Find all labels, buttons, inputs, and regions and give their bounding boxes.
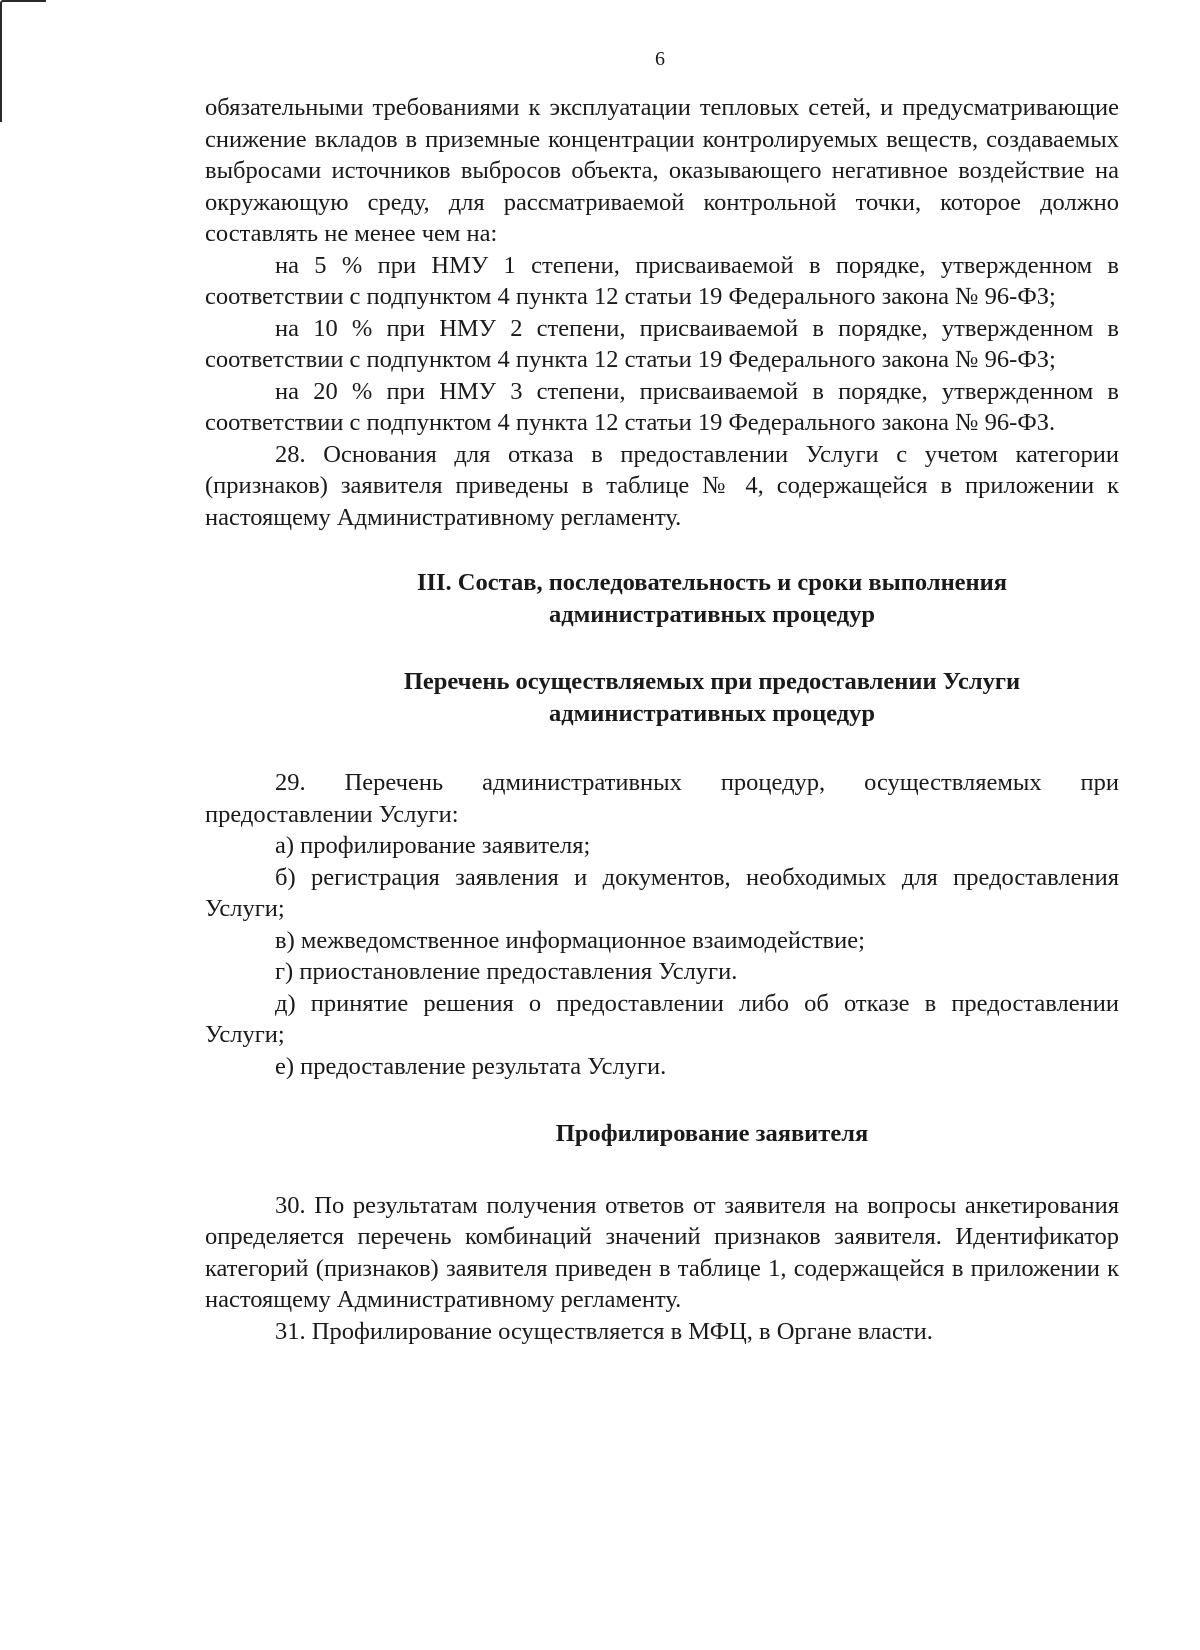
paragraph-continuation: обязательными требованиями к эксплуатации тепловых сетей, и предусматривающие снижение вкладов в приземные концентрации контролируемых веществ, создаваемых выбросами источников выбросов объекта, оказывающего негативное воздействие на окружающую среду, для рассматриваемой контрольной точки, которое должно составлять не менее чем на: [205,94,1119,247]
paragraph-29: 29. Перечень административных процедур, осуществляемых при предоставлении Услуги: [205,769,1119,828]
list-item: д) принятие решения о предоставлении либо об отказе в предоставлении Услуги; [205,989,1119,1048]
list-item: а) профилирование заявителя; [275,832,591,859]
subheading-line1: Перечень осуществляемых при предоставлении Услуги [403,668,1021,695]
paragraph-nmu-1: на 5 % при НМУ 1 степени, присваиваемой в порядке, утвержденном в соответствии с подпунктом 4 пункта 12 статьи 19 Федерального закона № 96-ФЗ; [205,251,1119,310]
list-item: г) приостановление предоставления Услуги. [275,958,738,985]
list-item: в) межведомственное информационное взаимодействие; [275,926,865,954]
paragraph-30: 30. По результатам получения ответов от заявителя на вопросы анкетирования определяется перечень комбинаций значений признаков заявителя. Идентификатор категорий (признаков) заявителя приведен в таблице 1, содержащейся в приложении к настоящему Административному регламенту. [205,1191,1119,1313]
paragraph-28: 28. Основания для отказа в предоставлении Услуги с учетом категории (признаков) заявителя приведены в таблице № 4, содержащейся в приложении к настоящему Административному регламенту. [205,440,1119,531]
profiling-heading: Профилирование заявителя [555,1120,869,1147]
list-item: б) регистрация заявления и документов, необходимых для предоставления Услуги; [205,863,1119,922]
paragraph-nmu-3: на 20 % при НМУ 3 степени, присваиваемой в порядке, утвержденном в соответствии с подпунктом 4 пункта 12 статьи 19 Федерального закона № 96-ФЗ. [205,377,1119,436]
section-heading-line1: III. Состав, последовательность и сроки выполнения [416,569,1008,596]
list-item: е) предоставление результата Услуги. [275,1052,667,1080]
document-body [205,92,1119,1347]
page-number: 6 [655,48,665,70]
paragraph-31: 31. Профилирование осуществляется в МФЦ, в Органе власти. [275,1317,933,1345]
paragraph-nmu-2: на 10 % при НМУ 2 степени, присваиваемой в порядке, утвержденном в соответствии с подпунктом 4 пункта 12 статьи 19 Федерального закона № 96-ФЗ; [205,314,1119,373]
subheading-line2: административных процедур [548,699,876,727]
section-heading-line2: административных процедур [548,600,876,628]
